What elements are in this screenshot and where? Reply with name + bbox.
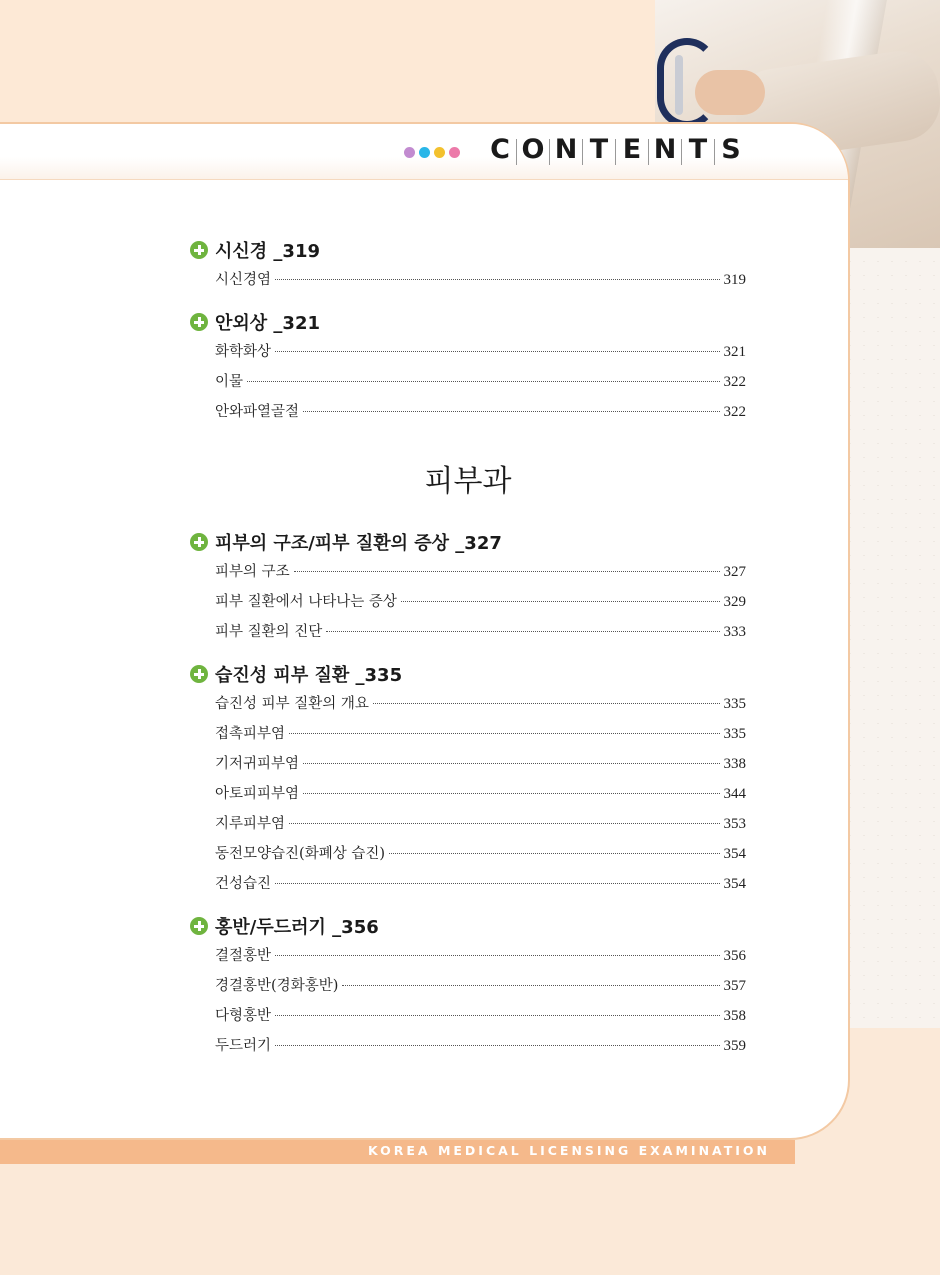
entry-page: 344 bbox=[723, 786, 746, 802]
section-heading-text: 안외상 _321 bbox=[215, 313, 321, 334]
title-letter: N bbox=[554, 134, 578, 165]
dot-leader bbox=[275, 351, 719, 352]
title-letter: O bbox=[521, 134, 545, 165]
plus-circle-icon bbox=[190, 665, 208, 683]
dot-blue bbox=[419, 147, 430, 158]
toc-entry[interactable] bbox=[190, 617, 746, 647]
entry-page: 327 bbox=[723, 564, 746, 580]
toc-entry[interactable] bbox=[190, 337, 746, 367]
plus-circle-icon bbox=[190, 313, 208, 331]
dot-leader bbox=[303, 411, 719, 412]
entry-title: 시신경염 bbox=[215, 272, 272, 288]
toc-entry[interactable] bbox=[190, 971, 746, 1001]
section-gap bbox=[190, 295, 746, 307]
entry-title: 지루피부염 bbox=[215, 816, 286, 832]
entry-page: 354 bbox=[723, 846, 746, 862]
entry-title: 아토피피부염 bbox=[215, 786, 300, 802]
entry-page: 354 bbox=[723, 876, 746, 892]
title-letter: E bbox=[622, 134, 642, 165]
dot-leader bbox=[389, 853, 720, 854]
entry-title: 안와파열골절 bbox=[215, 404, 300, 420]
toc-entry[interactable] bbox=[190, 719, 746, 749]
entry-page: 329 bbox=[723, 594, 746, 610]
entry-title: 동전모양습진(화폐상 습진) bbox=[215, 846, 385, 862]
toc-entry[interactable] bbox=[190, 839, 746, 869]
entry-page: 359 bbox=[723, 1038, 746, 1054]
entry-title: 경결홍반(경화홍반) bbox=[215, 978, 339, 994]
section-gap bbox=[190, 647, 746, 659]
toc-entry[interactable] bbox=[190, 587, 746, 617]
toc-entry[interactable] bbox=[190, 809, 746, 839]
toc-entry[interactable] bbox=[190, 749, 746, 779]
toc-entry[interactable] bbox=[190, 397, 746, 427]
toc-entry[interactable] bbox=[190, 1031, 746, 1061]
toc-entry[interactable] bbox=[190, 869, 746, 899]
dot-leader bbox=[373, 703, 720, 704]
entry-title: 다형홍반 bbox=[215, 1008, 272, 1024]
dot-leader bbox=[289, 733, 719, 734]
dot-leader bbox=[275, 1015, 719, 1016]
entry-title: 피부 질환에서 나타나는 증상 bbox=[215, 594, 397, 610]
dot-leader bbox=[247, 381, 719, 382]
entry-title: 건성습진 bbox=[215, 876, 272, 892]
section-heading[interactable] bbox=[190, 911, 746, 941]
footer-band bbox=[0, 1140, 795, 1164]
dot-leader bbox=[303, 763, 719, 764]
stethoscope-icon bbox=[657, 38, 717, 128]
toc-entry[interactable] bbox=[190, 265, 746, 295]
section-heading-text: 홍반/두드러기 _356 bbox=[215, 917, 379, 938]
contents-title bbox=[484, 134, 747, 165]
section-heading[interactable] bbox=[190, 235, 746, 265]
table-of-contents bbox=[190, 235, 746, 1061]
section-heading[interactable] bbox=[190, 307, 746, 337]
toc-top bbox=[190, 235, 746, 427]
title-letter: T bbox=[688, 134, 708, 165]
entry-page: 357 bbox=[723, 978, 746, 994]
entry-page: 353 bbox=[723, 816, 746, 832]
entry-title: 기저귀피부염 bbox=[215, 756, 300, 772]
footer-text: KOREA MEDICAL LICENSING EXAMINATION bbox=[368, 1143, 770, 1158]
plus-circle-icon bbox=[190, 241, 208, 259]
section-heading-text: 피부의 구조/피부 질환의 증상 _327 bbox=[215, 533, 502, 554]
title-letter: C bbox=[490, 134, 510, 165]
entry-page: 322 bbox=[723, 404, 746, 420]
entry-page: 333 bbox=[723, 624, 746, 640]
entry-title: 피부 질환의 진단 bbox=[215, 624, 323, 640]
entry-title: 이물 bbox=[215, 374, 244, 390]
entry-title: 피부의 구조 bbox=[215, 564, 290, 580]
dot-leader bbox=[289, 823, 719, 824]
dot-pink bbox=[449, 147, 460, 158]
entry-title: 결절홍반 bbox=[215, 948, 272, 964]
section-heading[interactable] bbox=[190, 659, 746, 689]
dot-leader bbox=[303, 793, 719, 794]
stethoscope-tube bbox=[675, 55, 683, 115]
entry-page: 322 bbox=[723, 374, 746, 390]
dot-leader bbox=[275, 279, 719, 280]
dot-leader bbox=[275, 1045, 719, 1046]
plus-circle-icon bbox=[190, 533, 208, 551]
entry-title: 접촉피부염 bbox=[215, 726, 286, 742]
dot-yellow bbox=[434, 147, 445, 158]
toc-entry[interactable] bbox=[190, 1001, 746, 1031]
entry-page: 335 bbox=[723, 696, 746, 712]
entry-title: 화학화상 bbox=[215, 344, 272, 360]
dot-leader bbox=[401, 601, 720, 602]
dot-leader bbox=[275, 955, 719, 956]
section-heading[interactable] bbox=[190, 527, 746, 557]
toc-entry[interactable] bbox=[190, 557, 746, 587]
entry-page: 335 bbox=[723, 726, 746, 742]
entry-page: 356 bbox=[723, 948, 746, 964]
toc-bottom bbox=[190, 527, 746, 1061]
dot-leader bbox=[294, 571, 720, 572]
entry-title: 습진성 피부 질환의 개요 bbox=[215, 696, 369, 712]
toc-entry[interactable] bbox=[190, 941, 746, 971]
entry-title: 두드러기 bbox=[215, 1038, 272, 1054]
entry-page: 358 bbox=[723, 1008, 746, 1024]
section-heading-text: 시신경 _319 bbox=[215, 241, 321, 262]
header-dots bbox=[404, 147, 460, 158]
entry-page: 321 bbox=[723, 344, 746, 360]
plus-circle-icon bbox=[190, 917, 208, 935]
dot-leader bbox=[342, 985, 719, 986]
section-gap bbox=[190, 899, 746, 911]
section-heading-text: 습진성 피부 질환 _335 bbox=[215, 665, 403, 686]
entry-page: 319 bbox=[723, 272, 746, 288]
dot-purple bbox=[404, 147, 415, 158]
toc-entry[interactable] bbox=[190, 689, 746, 719]
dot-leader bbox=[275, 883, 719, 884]
entry-page: 338 bbox=[723, 756, 746, 772]
dot-leader bbox=[326, 631, 719, 632]
toc-entry[interactable] bbox=[190, 367, 746, 397]
title-letter: N bbox=[653, 134, 677, 165]
pattern-strip bbox=[850, 248, 940, 1028]
toc-entry[interactable] bbox=[190, 779, 746, 809]
part-title: 피부과 bbox=[424, 464, 512, 499]
title-letter: T bbox=[589, 134, 609, 165]
title-letter: S bbox=[721, 134, 741, 165]
